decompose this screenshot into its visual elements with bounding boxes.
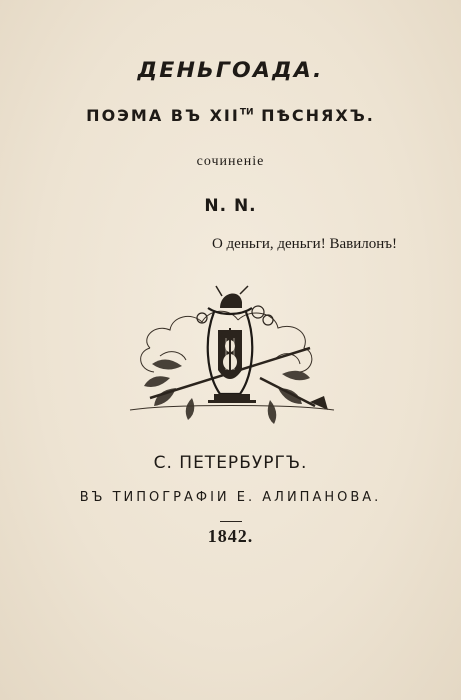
lyre-vignette-icon <box>110 278 350 428</box>
book-subtitle <box>0 106 461 125</box>
divider-rule <box>220 521 242 522</box>
author-name: N. N. <box>204 196 257 216</box>
subtitle-end: ПѢСНЯХЪ. <box>253 106 375 125</box>
publication-year: 1842. <box>207 526 254 546</box>
subtitle-main: ПОЭМА ВЪ XII <box>86 106 240 125</box>
subtitle-superscript: ТИ <box>239 107 254 118</box>
publication-city: С. ПЕТЕРБУРГЪ. <box>153 453 308 473</box>
composed-by-label: сочиненіе <box>196 154 265 169</box>
epigraph: О деньги, деньги! Вавилонъ! <box>211 236 397 252</box>
book-title: ДЕНЬГОАДА. <box>137 58 324 82</box>
printing-house: ВЪ ТИПОГРАФІИ Е. АЛИПАНОВА. <box>79 490 382 505</box>
